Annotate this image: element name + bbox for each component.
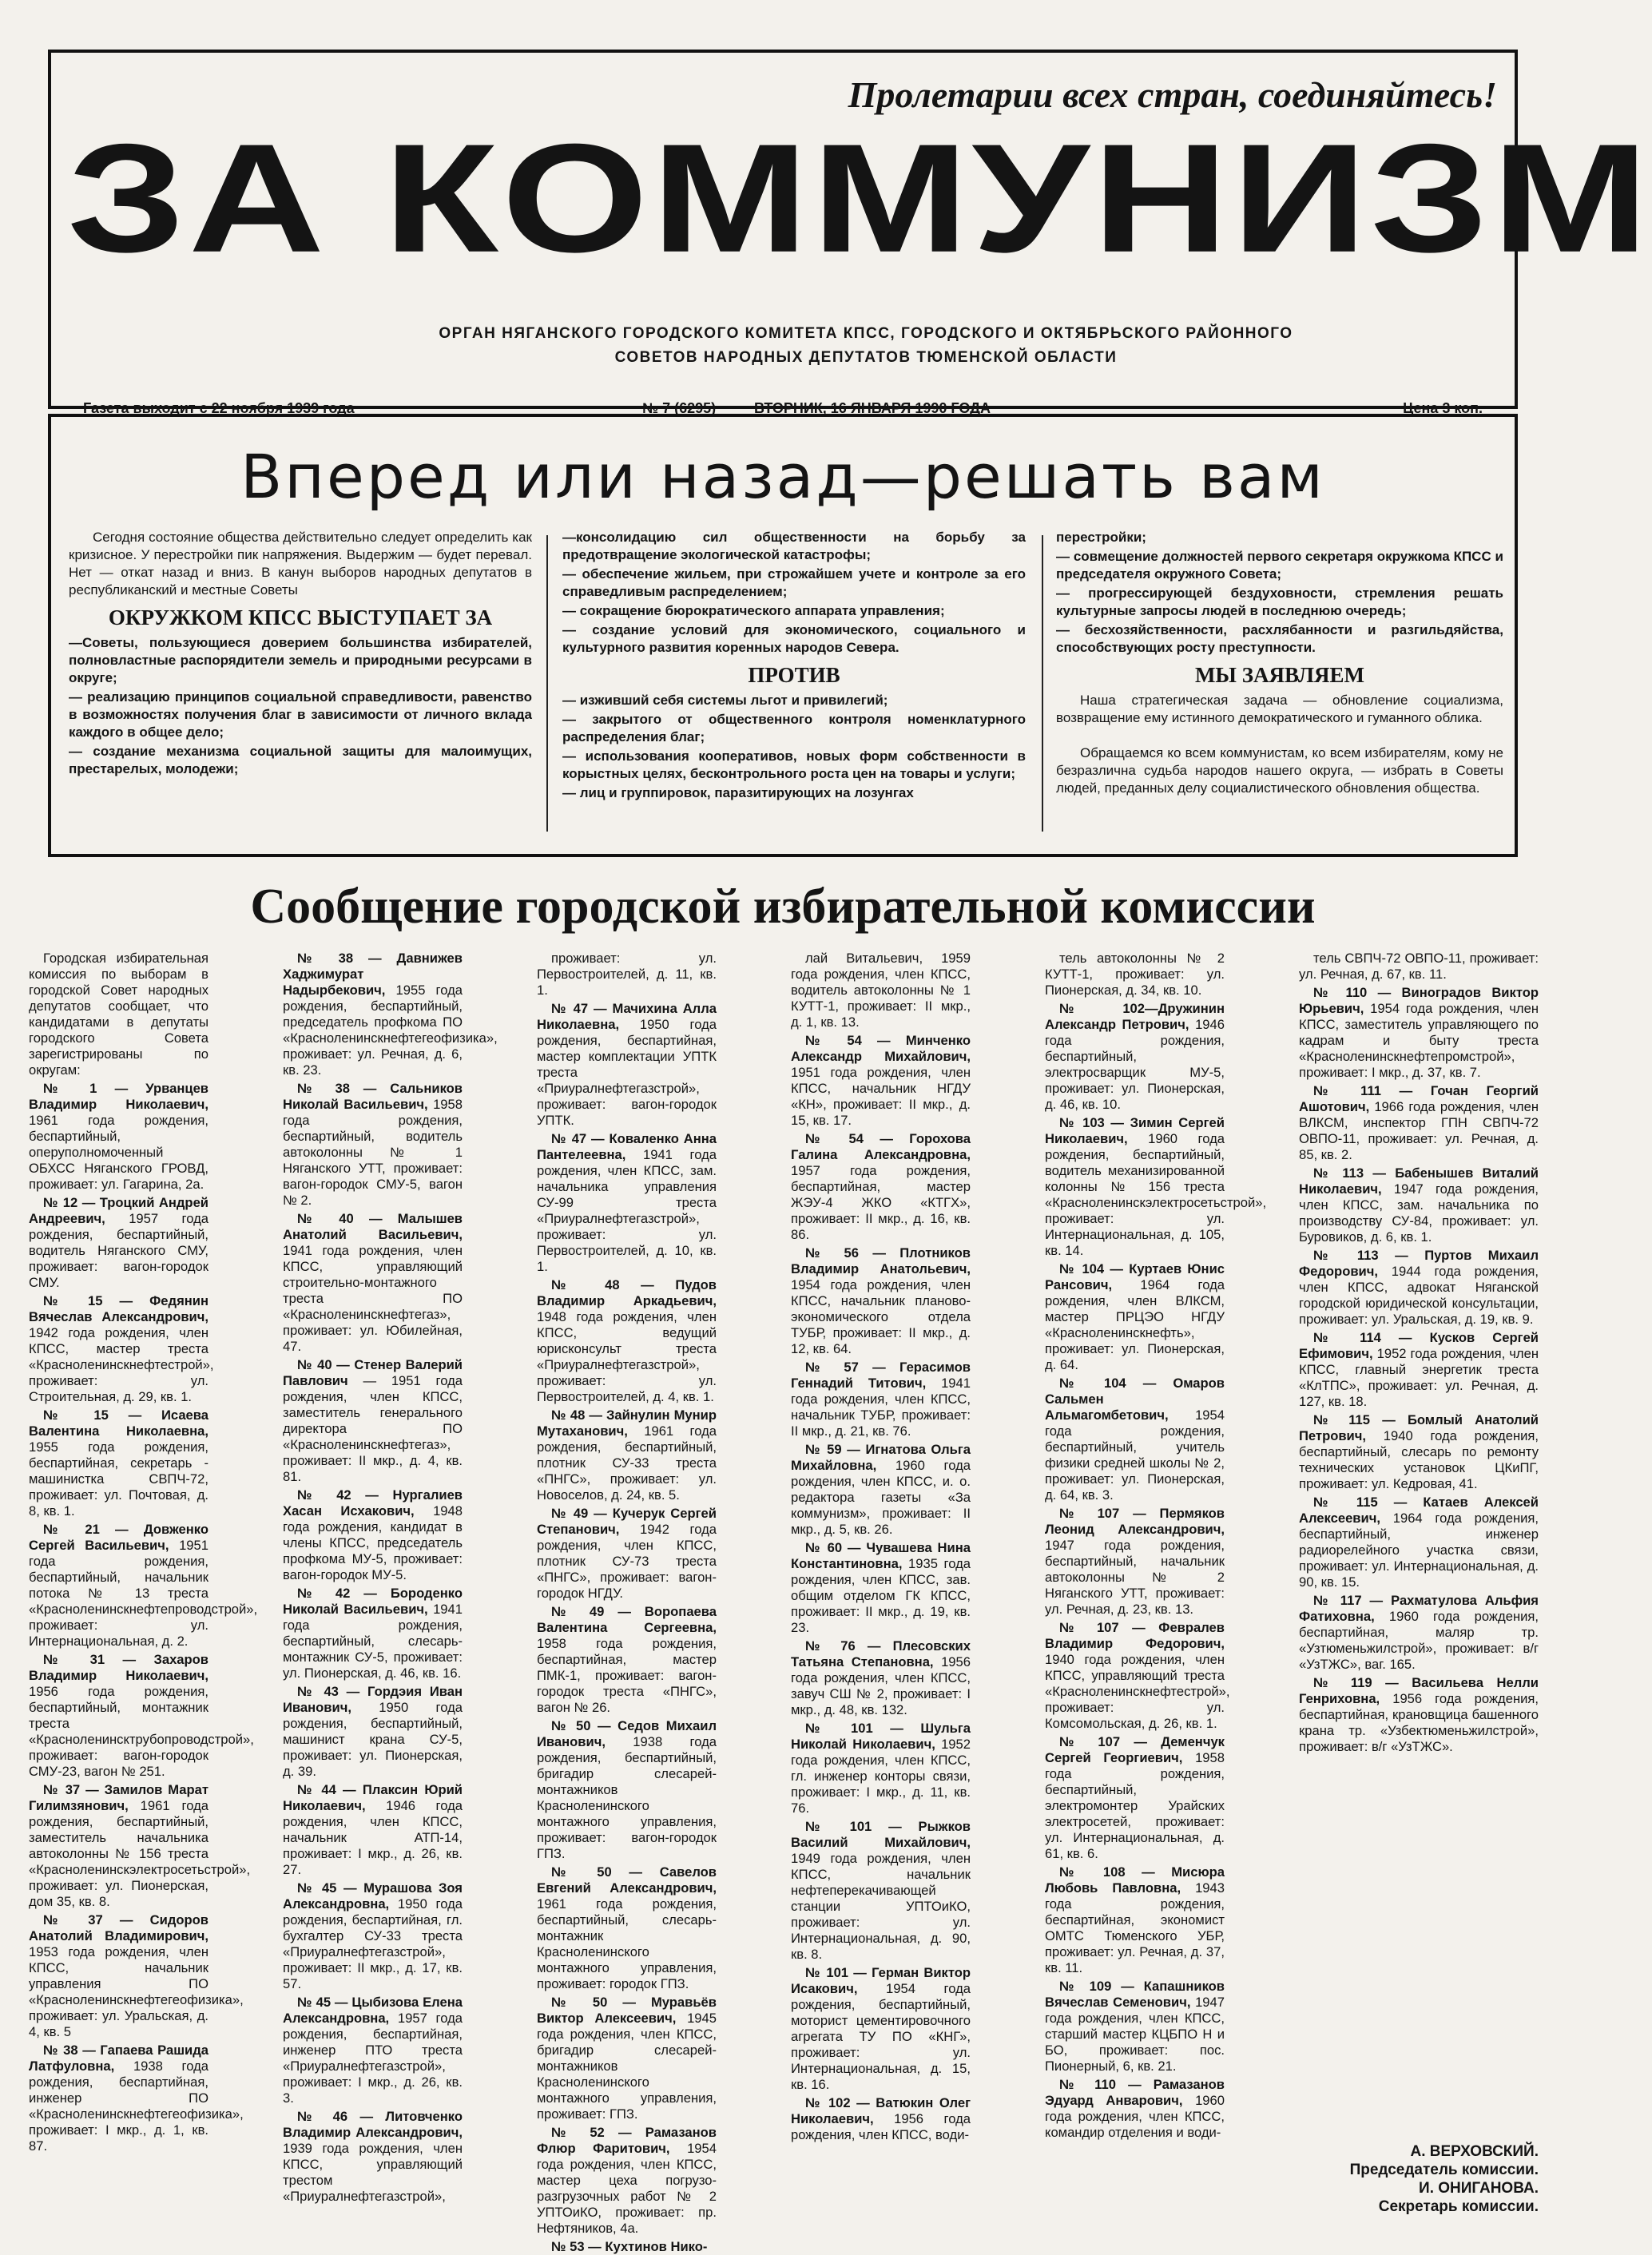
lead-article (48, 414, 1518, 857)
candidate-name: № 38 — Давнижев Хаджимурат Надырбекович, (283, 951, 463, 998)
candidate-entry (791, 1131, 971, 1243)
candidate-details: 1961 года рождения, беспартийный, оперуполномоченный ОБХСС Няганского ГРОВД, проживает: ул. Гагарина, 2а. (29, 1113, 208, 1192)
candidate-entry (791, 1033, 971, 1129)
candidate-name: № 101 — Рыжков Василий Михайлович, (791, 1819, 971, 1850)
notice-column-3 (537, 951, 717, 2254)
candidate-details: лай Витальевич, 1959 года рождения, член КПСС, водитель автоколонны № 1 КУТТ-1, проживает: II мкр., д. 1, кв. 13. (791, 951, 971, 1030)
candidate-details: 1942 года рождения, член КПСС, мастер треста «Красноленинскнефтестрой», проживает: ул. Строительная, д. 29, кв. 1. (29, 1325, 214, 1404)
notice-columns (29, 951, 1543, 2254)
candidate-name: № 113 — Бабенышев Виталий Николаевич, (1299, 1165, 1539, 1197)
lead-column-1 (69, 529, 532, 846)
candidate-entry (791, 1245, 971, 1357)
lead-item: — совмещение должностей первого секретаря окружкома КПСС и председателя окружного Совета; (1056, 549, 1503, 582)
candidate-name: № 1 — Урванцев Владимир Николаевич, (29, 1081, 208, 1112)
candidate-details: 1946 года рождения, беспартийный, электросварщик МУ-5, проживает: ул. Пионерская, д. 46, кв. 10. (1045, 1017, 1225, 1112)
lead-intro: Сегодня состояние общества действительно следует определить как кризисное. У перестройки пик напряжения. Выдержим — будет перевал. Нет — откат назад и вниз. В канун выборов народных депутатов в республиканский и местные Советы (69, 530, 532, 597)
candidate-entry (283, 1081, 463, 1209)
candidate-entry (283, 2109, 463, 2205)
candidate-details: 1964 года рождения, беспартийный, инженер радиорелейного участка связи, проживает: ул. Интернациональная, д. 90, кв. 15. (1299, 1511, 1539, 1590)
candidate-name: № 104 — Куртаев Юнис Рансович, (1045, 1261, 1225, 1292)
candidate-name: № 59 — Игнатова Ольга Михайловна, (791, 1442, 971, 1473)
signature-role: Председатель комиссии. (1349, 2162, 1539, 2178)
lead-headline: Вперед или назад—решать вам (240, 441, 1325, 512)
lead-paragraph: Обращаемся ко всем коммунистам, ко всем избирателям, кому не безразлична судьба народов нашего округа, — избрать в Советы людей, преданных делу социалистического обновления общества. (1056, 745, 1503, 796)
lead-item: — обеспечение жильем, при строжайшем учете и контроле за его справедливым распределением; (562, 566, 1026, 599)
candidate-details: 1956 года рождения, член КПСС, води- (791, 2111, 971, 2142)
candidate-details: 1941 года рождения, член КПСС, зам. начальника управления СУ-99 треста «Приуралнефтегазстрой», проживает: ул. Первостроителей, д. 10, кв. 1. (537, 1147, 717, 1274)
candidate-entry (537, 1001, 717, 1129)
candidate-name: № 110 — Виноградов Виктор Юрьевич, (1299, 985, 1539, 1016)
candidate-details: 1952 года рождения, член КПСС, гл. инженер конторы связи, проживает: I мкр., д. 11, кв. 76. (791, 1737, 971, 1816)
candidate-name: № 47 — Коваленко Анна Пантелеевна, (537, 1131, 717, 1162)
candidate-name: № 119 — Васильева Нелли Генриховна, (1299, 1675, 1539, 1706)
candidate-details: 1940 года рождения, член КПСС, управляющий треста «Красноленинскнефтестрой», проживает: ул. Комсомольская, д. 26, кв. 1. (1045, 1652, 1230, 1731)
candidate-details: 1961 года рождения, беспартийный, плотник СУ-33 треста «ПНГС», проживает: ул. Новоселов, д. 24, кв. 5. (537, 1423, 717, 1503)
candidate-name: № 38 — Гапаева Рашида Латфуловна, (29, 2043, 208, 2074)
candidate-name: № 53 — Кухтинов Нико- (551, 2239, 708, 2254)
candidate-details: 1955 года рождения, беспартийная, секретарь - машинистка СВПЧ-72, проживает: ул. Почтовая, д. 8, кв. 1. (29, 1439, 208, 1519)
candidate-name: № 103 — Зимин Сергей Николаевич, (1045, 1115, 1225, 1146)
lead-item: — создание механизма социальной защиты для малоимущих, престарелых, молодежи; (69, 744, 532, 776)
candidate-name: № 45 — Мурашова Зоя Александровна, (283, 1880, 463, 1912)
candidate-name: № 101 — Шульга Николай Николаевич, (791, 1721, 971, 1752)
candidate-details: 1958 года рождения, беспартийный, электромонтер Урайских электросетей, проживает: ул. Интернациональная, д. 61, кв. 6. (1045, 1750, 1225, 1861)
candidate-details: тель СВПЧ-72 ОВПО-11, проживает: ул. Речная, д. 67, кв. 11. (1299, 951, 1539, 982)
candidate-entry (1045, 1620, 1230, 1732)
notice-column-5 (1045, 951, 1267, 2221)
masthead (48, 50, 1652, 416)
candidate-entry (29, 951, 208, 1078)
candidate-name: № 48 — Зайнулин Мунир Мутаханович, (537, 1407, 717, 1439)
candidate-details: 1958 года рождения, беспартийный, водитель автоколонны № 1 Няганского УТТ, проживает: вагон-городок СМУ-5, вагон № 2. (283, 1097, 463, 1208)
candidate-name: № 40 — Стенер Валерий Павлович (283, 1357, 463, 1388)
candidate-name: № 43 — Гордэия Иван Иванович, (283, 1684, 463, 1715)
candidate-name: № 21 — Довженко Сергей Васильевич, (29, 1522, 208, 1553)
candidate-entry (1045, 1001, 1225, 1113)
candidate-entry (537, 951, 717, 998)
lead-item: — прогрессирующей бездуховности, стремления решать культурные запросы людей в последнюю очередь; (1056, 586, 1503, 618)
candidate-details: 1954 года рождения, член КПСС, заместитель управляющего по кадрам и быту треста «Красноленинскнефтепромстрой», проживает: I мкр., д. 37, кв. 7. (1299, 1001, 1539, 1080)
candidate-details: 1960 года рождения, член КПСС, и. о. редактора газеты «За коммунизм», проживает: II мкр., д. 5, кв. 26. (791, 1458, 971, 1537)
candidate-name: № 76 — Плесовских Татьяна Степановна, (791, 1638, 971, 1669)
lead-item: — изживший себя системы льгот и привилегий; (562, 693, 888, 708)
candidate-entry (283, 951, 498, 1078)
candidate-details: 1964 года рождения, член ВЛКСМ, мастер ПРЦЭО НГДУ «Красноленинскнефть», проживает: ул. Пионерская, д. 64. (1045, 1277, 1225, 1372)
candidate-entry (791, 1442, 971, 1538)
newspaper-title: ЗА КОММУНИЗМ (67, 112, 1652, 285)
candidate-details: 1947 года рождения, член КПСС, старший мастер КЦБПО Н и БО, проживает: пос. Пионерный, 6, кв. 21. (1045, 1995, 1225, 2074)
lead-columns (51, 529, 1515, 846)
lead-item: — бесхозяйственности, расхлябанности и разгильдяйства, способствующих росту преступности. (1056, 622, 1503, 655)
candidate-name: № 54 — Горохова Галина Александровна, (791, 1131, 971, 1162)
candidate-entry (537, 2239, 717, 2255)
candidate-name: № 108 — Мисюра Любовь Павловна, (1045, 1864, 1225, 1896)
signature-name: А. ВЕРХОВСКИЙ. (1410, 2143, 1539, 2160)
candidate-details: 1951 года рождения, беспартийный, начальник потока № 13 треста «Красноленинскнефтепроводстрой», проживает: ул. Интернациональная, д. 2. (29, 1538, 258, 1649)
candidate-details: 1960 года рождения, член КПСС, командир отделения и води- (1045, 2093, 1225, 2140)
candidate-entry (791, 2095, 971, 2143)
candidate-entry (283, 1586, 463, 1681)
candidate-details: 1943 года рождения, беспартийная, экономист ОМТС Тюменского УБР, проживает: ул. Речная, д. 37, кв. 11. (1045, 1880, 1225, 1975)
candidate-entry (283, 1995, 463, 2106)
candidate-entry (1299, 1248, 1539, 1328)
candidate-name: № 110 — Рамазанов Эдуард Анварович, (1045, 2077, 1225, 2108)
price: Цена 3 коп. (1403, 400, 1483, 416)
candidate-name: № 107 — Пермяков Леонид Александрович, (1045, 1506, 1225, 1537)
lead-item: — лиц и группировок, паразитирующих на лозунгах (562, 785, 914, 800)
candidate-entry (283, 1357, 463, 1485)
candidate-details: 1935 года рождения, член КПСС, зав. общим отделом ГК КПСС, проживает: II мкр., д. 19, кв. 23. (791, 1556, 971, 1635)
issue-date: ВТОРНИК, 16 ЯНВАРЯ 1990 ГОДА (754, 400, 991, 416)
candidate-entry (1045, 1864, 1225, 1976)
lead-column-2 (562, 529, 1026, 846)
candidate-entry (537, 1277, 717, 1405)
candidate-name: № 50 — Савелов Евгений Александрович, (537, 1864, 717, 1896)
notice-column-2 (283, 951, 498, 2221)
candidate-name: № 44 — Плаксин Юрий Николаевич, (283, 1782, 463, 1813)
candidate-entry (1299, 1412, 1539, 1492)
lead-item: —Советы, пользующиеся доверием большинства избирателей, полновластные распорядители земель и природными ресурсами в округе; (69, 635, 532, 685)
candidate-details: 1941 года рождения, беспартийный, слесарь-монтажник СУ-5, проживает: ул. Пионерская, д. 46, кв. 16. (283, 1602, 463, 1681)
candidate-details: 1953 года рождения, член КПСС, начальник управления ПО «Красноленинскнефтегеофизика», проживает: ул. Уральская, д. 4, кв. 5 (29, 1944, 244, 2039)
candidate-entry (283, 1684, 463, 1780)
candidate-details: 1941 года рождения, член КПСС, управляющий строительно-монтажного треста ПО «Красноленинскнефтегаз», проживает: ул. Юбилейная, 47. (283, 1243, 463, 1354)
candidate-details: 1947 года рождения, член КПСС, зам. начальника по производству СУ-84, проживает: ул. Буровиков, д. 6, кв. 1. (1299, 1181, 1539, 1245)
lead-item: —консолидацию сил общественности на борьбу за предотвращение экологической катастрофы; (562, 530, 1026, 562)
candidate-entry (537, 1604, 717, 1716)
signature-block (1299, 2142, 1539, 2216)
candidate-entry (1045, 1261, 1225, 1373)
candidate-details: 1948 года рождения, член КПСС, ведущий юрисконсульт треста «Приуралнефтегазстрой», проживает: ул. Первостроителей, д. 4, кв. 1. (537, 1309, 717, 1404)
issue-number: № 7 (6295) (642, 400, 717, 416)
lead-item: — сокращение бюрократического аппарата управления; (562, 603, 945, 618)
candidate-entry (1045, 1734, 1225, 1862)
candidate-details: тель автоколонны № 2 КУТТ-1, проживает: ул. Пионерская, д. 34, кв. 10. (1045, 951, 1225, 998)
candidate-details: 1956 года рождения, беспартийная, крановщица башенного крана тр. «Узбектюменьжилстрой», проживает: в/г «УзТЖС». (1299, 1691, 1539, 1754)
candidate-entry (537, 1864, 717, 1992)
candidate-details: 1947 года рождения, беспартийный, начальник автоколонны № 2 Няганского УТТ, проживает: ул. Речная, д. 23, кв. 13. (1045, 1538, 1225, 1617)
candidate-name: № 115 — Бомлый Анатолий Петрович, (1299, 1412, 1539, 1443)
candidate-entry (791, 1721, 971, 1816)
candidate-name: № 37 — Замилов Марат Гилимзянович, (29, 1782, 208, 1813)
candidate-name: № 101 — Герман Виктор Исакович, (791, 1965, 971, 1996)
candidate-details: 1955 года рождения, беспартийный, председатель профкома ПО «Красноленинскнефтегеофизика», проживает: ул. Речная, д. 6, кв. 23. (283, 983, 498, 1078)
notice-column-6 (1299, 951, 1539, 2221)
candidate-name: № 102 — Ватюкин Олег Николаевич, (791, 2095, 971, 2126)
candidate-details: 1958 года рождения, беспартийная, мастер ПМК-1, проживает: вагон-городок треста «ПНГС», вагон № 26. (537, 1636, 717, 1715)
candidate-entry (1299, 1165, 1539, 1245)
lead-heading-protiv: ПРОТИВ (748, 663, 840, 687)
notice-column-1 (29, 951, 258, 2221)
candidate-details: 1950 года рождения, беспартийный, машинист крана СУ-5, проживает: ул. Пионерская, д. 39. (283, 1700, 463, 1779)
candidate-name: № 114 — Кусков Сергей Ефимович, (1299, 1330, 1539, 1361)
candidate-entry (29, 1081, 208, 1193)
candidate-entry (1299, 1083, 1539, 1163)
candidate-details: 1954 года рождения, член КПСС, начальник планово-экономического отдела ТУБР, проживает: II мкр., д. 12, кв. 64. (791, 1277, 971, 1356)
candidate-entry (1299, 1495, 1539, 1590)
candidate-details: 1954 года рождения, беспартийный, моторист цементировочного агрегата ТУ ПО «КНГ», проживает: ул. Интернациональная, д. 15, кв. 16. (791, 1981, 971, 2092)
candidate-entry (791, 1819, 971, 1963)
candidate-entry (537, 2125, 717, 2237)
candidate-name: № 117 — Рахматулова Альфия Фатиховна, (1299, 1593, 1539, 1624)
lead-heading-za: ОКРУЖКОМ КПСС ВЫСТУПАЕТ ЗА (108, 605, 493, 629)
candidate-entry (29, 1522, 258, 1650)
candidate-entry (29, 1782, 251, 1910)
candidate-entry (537, 1131, 717, 1275)
candidate-name: № 111 — Гочан Георгий Ашотович, (1299, 1083, 1539, 1114)
candidate-name: № 15 — Федянин Вячеслав Александрович, (29, 1293, 208, 1324)
candidate-entry (1299, 1593, 1539, 1673)
candidate-details: 1951 года рождения, член КПСС, начальник НГДУ «КН», проживает: II мкр., д. 15, кв. 17. (791, 1065, 971, 1128)
candidate-entry (283, 1487, 463, 1583)
lead-item: — закрытого от общественного контроля номенклатурного распределения благ; (562, 712, 1026, 744)
candidate-entry (1299, 1675, 1539, 1755)
candidate-name: № 47 — Мачихина Алла Николаевна, (537, 1001, 717, 1032)
candidate-details: 1948 года рождения, кандидат в члены КПСС, председатель профкома МУ-5, проживает: вагон-городок МУ-5. (283, 1503, 463, 1582)
candidate-entry (29, 2043, 244, 2154)
candidate-details: Городская избирательная комиссия по выборам в городской Совет народных депутатов сообщает, что кандидатами в депутаты городского Совета зарегистрированы по округам: (29, 951, 208, 1078)
slogan: Пролетарии всех стран, соединяйтесь! (848, 74, 1497, 115)
candidate-name: № 42 — Бороденко Николай Васильевич, (283, 1586, 463, 1617)
candidate-entry (1045, 1115, 1267, 1259)
candidate-name: № 60 — Чувашева Нина Константиновна, (791, 1540, 971, 1571)
candidate-entry (283, 1211, 463, 1355)
founded-text: Газета выходит с 22 ноября 1939 года (83, 400, 355, 416)
candidate-entry (29, 1293, 214, 1405)
lead-column-3 (1056, 529, 1503, 846)
candidate-details: 1954 года рождения, беспартийный, учитель физики средней школы № 2, проживает: ул. Пионерская, д. 64, кв. 3. (1045, 1407, 1225, 1503)
candidate-details: 1941 года рождения, член КПСС, начальник ТУБР, проживает: II мкр., д. 21, кв. 76. (791, 1376, 971, 1439)
candidate-name: № 15 — Исаева Валентина Николаевна, (29, 1407, 208, 1439)
candidate-details: 1949 года рождения, член КПСС, начальник нефтеперекачивающей станции УПТОиКО, проживает: ул. Интернациональная, д. 90, кв. 8. (791, 1851, 971, 1962)
candidate-name: № 38 — Сальников Николай Васильевич, (283, 1081, 463, 1112)
candidate-name: № 107 — Деменчук Сергей Георгиевич, (1045, 1734, 1225, 1765)
candidate-details: 1957 года рождения, беспартийный, водитель Няганского СМУ, проживает: вагон-городок СМУ. (29, 1211, 208, 1290)
candidate-name: № 49 — Кучерук Сергей Степанович, (537, 1506, 717, 1537)
candidate-entry (1045, 1506, 1225, 1618)
candidate-name: № 48 — Пудов Владимир Аркадьевич, (537, 1277, 717, 1308)
candidate-entry (537, 1407, 717, 1503)
candidate-name: № 56 — Плотников Владимир Анатольевич, (791, 1245, 971, 1276)
candidate-name: № 37 — Сидоров Анатолий Владимирович, (29, 1912, 208, 1943)
candidate-entry (283, 1782, 463, 1878)
candidate-name: № 40 — Малышев Анатолий Васильевич, (283, 1211, 463, 1242)
candidate-entry (791, 951, 971, 1030)
column-divider (546, 535, 548, 832)
candidate-details: 1957 года рождения, беспартийная, мастер ЖЭУ-4 ЖКО «КТГХ», проживает: II мкр., д. 16, кв. 86. (791, 1163, 971, 1242)
lead-item: — реализацию принципов социальной справедливости, равенство в возможностях получения благ в зависимости от личного вклада каждого в общее дело; (69, 689, 532, 740)
notice-column-4 (791, 951, 971, 2221)
candidate-entry (1299, 985, 1539, 1081)
candidate-entry (29, 1407, 208, 1519)
organ-line (355, 322, 1377, 370)
candidate-entry (29, 1195, 208, 1291)
signature-role: Секретарь комиссии. (1378, 2198, 1539, 2215)
candidate-entry (537, 1506, 717, 1602)
candidate-details: — 1951 года рождения, член КПСС, заместитель генерального директора ПО «Красноленинскнефтегаз», проживает: II мкр., д. 4, кв. 81. (283, 1373, 463, 1484)
candidate-details: 1961 года рождения, беспартийный, заместитель начальника автоколонны № 156 треста «Красноленинскэлектросетьстрой», проживает: ул. Пионерская, дом 35, кв. 8. (29, 1798, 251, 1909)
signature-name: И. ОНИГАНОВА. (1419, 2180, 1539, 2197)
candidate-details: 1956 года рождения, член КПСС, завуч СШ № 2, проживает: I мкр., д. 48, кв. 132. (791, 1654, 971, 1717)
lead-item: перестройки; (1056, 530, 1146, 545)
organ-line-1: ОРГАН НЯГАНСКОГО ГОРОДСКОГО КОМИТЕТА КПСС, ГОРОДСКОГО И ОКТЯБРЬСКОГО РАЙОННОГО (439, 325, 1293, 342)
candidate-details: 1945 года рождения, член КПСС, бригадир слесарей-монтажников Красноленинского монтажного управления, проживает: ГПЗ. (537, 2011, 717, 2122)
candidate-details: 1940 года рождения, беспартийный, слесарь по ремонту технических установок ЦКиПГ, проживает: ул. Кедровая, 41. (1299, 1428, 1539, 1491)
candidate-details: 1942 года рождения, член КПСС, плотник СУ-73 треста «ПНГС», проживает: вагон-городок НГДУ. (537, 1522, 717, 1601)
candidate-details: 1957 года рождения, беспартийная, инженер ПТО треста «Приуралнефтегазстрой», проживает: I мкр., д. 26, кв. 3. (283, 2011, 463, 2106)
candidate-entry (1045, 1979, 1225, 2074)
candidate-name: № 12 — Троцкий Андрей Андреевич, (29, 1195, 208, 1226)
candidate-name: № 50 — Муравьёв Виктор Алексеевич, (537, 1995, 717, 2026)
candidate-name: № 46 — Литовченко Владимир Александрович, (283, 2109, 463, 2140)
candidate-entry (791, 1360, 971, 1439)
candidate-entry (791, 1638, 971, 1718)
candidate-details: 1944 года рождения, член КПСС, адвокат Няганской городской юридической консультации, проживает: ул. Уральская, д. 19, кв. 9. (1299, 1264, 1539, 1327)
candidate-details: 1939 года рождения, член КПСС, управляющий трестом «Приуралнефтегазстрой», (283, 2141, 463, 2204)
candidate-name: № 102—Дружинин Александр Петрович, (1045, 1001, 1225, 1032)
lead-item: — создание условий для экономического, социального и культурного развития коренных народов Севера. (562, 622, 1026, 655)
organ-line-2: СОВЕТОВ НАРОДНЫХ ДЕПУТАТОВ ТЮМЕНСКОЙ ОБЛАСТИ (614, 349, 1118, 366)
candidate-details: 1952 года рождения, член КПСС, главный энергетик треста «КлТПС», проживает: ул. Речная, д. 127, кв. 18. (1299, 1346, 1539, 1409)
candidate-entry (1299, 951, 1539, 983)
candidate-details: 1960 года рождения, беспартийная, маляр тр. «Узтюменьжилстрой», проживает: в/г «УзТЖС», ваг. 165. (1299, 1609, 1539, 1672)
lead-paragraph: Наша стратегическая задача — обновление социализма, возвращение ему истинного демократического и гуманного облика. (1056, 693, 1503, 725)
candidate-name: № 107 — Февралев Владимир Федорович, (1045, 1620, 1225, 1651)
lead-heading-zayavlyaem: МЫ ЗАЯВЛЯЕМ (1194, 663, 1365, 687)
candidate-name: № 52 — Рамазанов Флюр Фаритович, (537, 2125, 717, 2156)
candidate-entry (537, 1995, 717, 2122)
candidate-entry (791, 1540, 971, 1636)
candidate-name: № 57 — Герасимов Геннадий Титович, (791, 1360, 971, 1391)
candidate-details: 1938 года рождения, беспартийный, бригадир слесарей-монтажников Красноленинского монтажного управления, проживает: вагон-городок ГПЗ. (537, 1734, 717, 1861)
candidate-name: № 49 — Воропаева Валентина Сергеевна, (537, 1604, 717, 1635)
candidate-name: № 54 — Минченко Александр Михайлович, (791, 1033, 971, 1064)
column-divider (1042, 535, 1043, 832)
candidate-entry (537, 1718, 717, 1862)
candidate-entry (1045, 2077, 1225, 2141)
candidate-name: № 115 — Катаев Алексей Алексеевич, (1299, 1495, 1539, 1526)
candidate-details: 1938 года рождения, беспартийная, инженер ПО «Красноленинскнефтегеофизика», проживает: I мкр., д. 1, кв. 87. (29, 2058, 244, 2154)
candidate-name: № 31 — Захаров Владимир Николаевич, (29, 1652, 208, 1683)
candidate-entry (1299, 1330, 1539, 1410)
candidate-entry (791, 1965, 971, 2093)
candidate-name: № 42 — Нургалиев Хасан Исхакович, (283, 1487, 463, 1519)
candidate-details: 1954 года рождения, член КПСС, мастер цеха погрузо-разгрузочных работ № 2 УПТОиКО, проживает: пр. Нефтяников, 4а. (537, 2141, 717, 2236)
candidate-name: № 104 — Омаров Сальмен Альмагомбетович, (1045, 1376, 1225, 1423)
candidate-details: 1956 года рождения, беспартийный, монтажник треста «Красноленинсктрубопроводстрой», проживает: вагон-городок СМУ-23, вагон № 251. (29, 1684, 254, 1779)
candidate-entry (29, 1652, 254, 1780)
candidate-details: 1966 года рождения, член ВЛКСМ, инспектор ГПН СВПЧ-72 ОВПО-11, проживает: ул. Речная, д. 85, кв. 2. (1299, 1099, 1539, 1162)
candidate-name: № 50 — Седов Михаил Иванович, (537, 1718, 717, 1749)
candidate-name: № 45 — Цыбизова Елена Александровна, (283, 1995, 463, 2026)
candidate-details: 1961 года рождения, беспартийный, слесарь-монтажник Красноленинского монтажного управления, проживает: городок ГПЗ. (537, 1896, 717, 1991)
candidate-details: 1950 года рождения, беспартийная, гл. бухгалтер СУ-33 треста «Приуралнефтегазстрой», проживает: II мкр., д. 17, кв. 57. (283, 1896, 463, 1991)
lead-item: — использования кооперативов, новых форм собственности в корыстных целях, бесконтрольного роста цен на товары и услуги; (562, 748, 1026, 781)
candidate-details: 1960 года рождения, беспартийный, водитель механизированной колонны № 156 треста «Красноленинскэлектросетьстрой», проживает: ул. Интернациональная, д. 105, кв. 14. (1045, 1131, 1267, 1258)
candidate-entry (1045, 1376, 1225, 1503)
candidate-details: 1946 года рождения, член КПСС, начальник АТП-14, проживает: I мкр., д. 26, кв. 27. (283, 1798, 463, 1877)
candidate-details: 1950 года рождения, беспартийная, мастер комплектации УПТК треста «Приуралнефтегазстрой», проживает: вагон-городок УПТК. (537, 1017, 717, 1128)
candidate-entry (283, 1880, 463, 1992)
candidate-entry (29, 1912, 244, 2040)
candidate-entry (1045, 951, 1225, 998)
candidate-name: № 113 — Пуртов Михаил Федорович, (1299, 1248, 1539, 1279)
candidate-details: проживает: ул. Первостроителей, д. 11, кв. 1. (537, 951, 717, 998)
notice-title: Сообщение городской избирательной комиссии (250, 879, 1316, 934)
candidate-name: № 109 — Капашников Вячеслав Семенович, (1045, 1979, 1225, 2010)
